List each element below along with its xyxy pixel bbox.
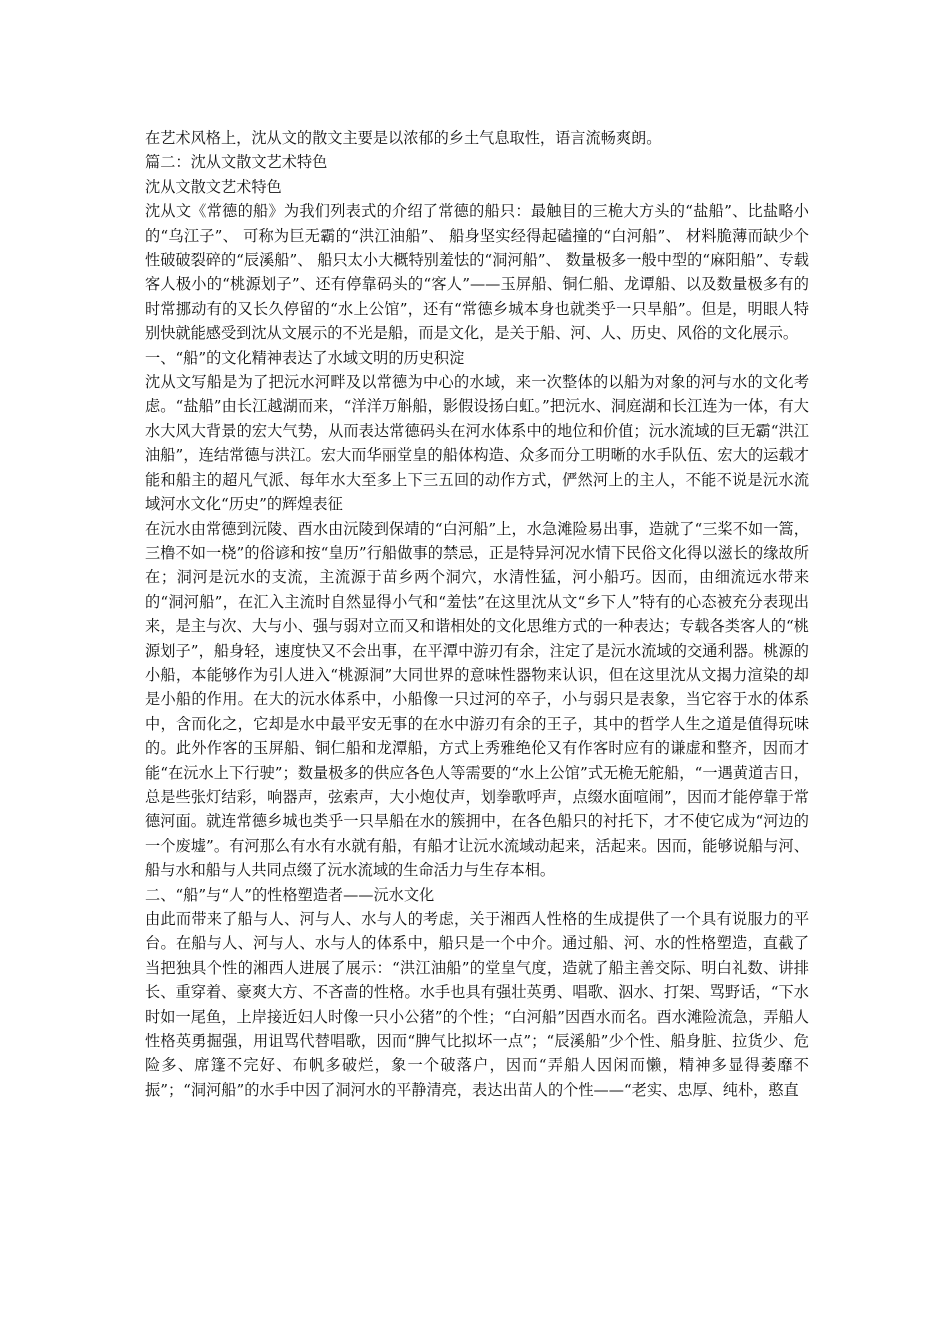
article-title: 沈从文散文艺术特色 bbox=[145, 177, 282, 196]
document-body bbox=[145, 126, 809, 1102]
section-title-part-two: 篇二：沈从文散文艺术特色 bbox=[145, 153, 328, 172]
paragraph-intro-boats: 沈从文《常德的船》为我们列表式的介绍了常德的船只：最触目的三桅大方头的“盐船”、比盐略小的“乌江子”、 可称为巨无霸的“洪江油船”、 船身坚实经得起磕撞的“白河船”、 材料脆薄而缺少个性破破裂碎的“辰溪船”、 船只太小大概特别羞怯的“洞河船”、 数量极多一般中型的“麻阳船”、专载客人极小的“桃源划子”、还有停靠码头的“客人”——玉屏船、铜仁船、龙谭船、以及数量极多有的时常挪动有的又长久停留的“水上公馆”，还有“常德乡城本身也就类乎一只旱船”。但是，明眼人特别快就能感受到沈从文展示的不光是船，而是文化，是关于船、河、人、历史、风俗的文化展示。 bbox=[145, 202, 809, 343]
paragraph-section-one-a: 沈从文写船是为了把沅水河畔及以常德为中心的水域，来一次整体的以船为对象的河与水的文化考虑。“盐船”由长江越湖而来，“洋洋万斛船，影假设扬白虹。”把沅水、洞庭湖和长江连为一体，有大水大风大背景的宏大气势，从而表达常德码头在河水体系中的地位和价值；沅水流域的巨无霸“洪江油船”，连结常德与洪江。宏大而华丽堂皇的船体构造、众多而分工明晰的水手队伍、宏大的运载才能和船主的超凡气派、每年水大至多上下三五回的动作方式，俨然河上的主人，不能不说是沅水流域河水文化“历史”的辉煌表征 bbox=[145, 373, 809, 514]
paragraph-section-one-b: 在沅水由常德到沅陵、酉水由沅陵到保靖的“白河船”上，水急滩险易出事，造就了“三桨不如一篙，三橹不如一桡”的俗谚和按“皇历”行船做事的禁忌，正是特异河况水情下民俗文化得以滋长的缘故所在；洞河是沅水的支流，主流源于苗乡两个洞穴，水清性猛，河小船巧。因而，由细流远水带来的“洞河船”，在汇入主流时自然显得小气和“羞怯”在这里沈从文“乡下人”特有的心态被充分表现出来，是主与次、大与小、强与弱对立而又和谐相处的文化思维方式的一种表达；专载各类客人的“桃源划子”，船身轻，速度快又不会出事，在平潭中游刃有余，注定了是沅水流域的交通利器。桃源的小船，本能够作为引人进入“桃源洞”大同世界的意味性器物来认识，但在这里沈从文揭力渲染的却是小船的作用。在大的沅水体系中，小船像一只过河的卒子，小与弱只是表象，当它容于水的体系中，含而化之，它却是水中最平安无事的在水中游刃有余的王子，其中的哲学人生之道是值得玩味的。此外作客的玉屏船、铜仁船和龙潭船，方式上秀雅绝伦又有作客时应有的谦虚和整齐，因而才能“在沅水上下行驶”；数量极多的供应各色人等需要的“水上公馆”式无桅无舵船，“一遇黄道吉日，总是些张灯结彩，响器声，弦索声，大小炮仗声，划拳歌呼声，点缀水面喧闹”，因而才能停靠于常德河面。就连常德乡城也类乎一只旱船在水的簇拥中，在各色船只的衬托下，才不使它成为“河边的一个废墟”。有河那么有水有水就有船，有船才让沅水流域动起来，活起来。因而，能够说船与河、船与水和船与人共同点缀了沅水流域的生命活力与生存本相。 bbox=[145, 519, 809, 880]
paragraph-art-style: 在艺术风格上，沈从文的散文主要是以浓郁的乡土气息取性，语言流畅爽朗。 bbox=[145, 129, 662, 147]
paragraph-section-two: 由此而带来了船与人、河与人、水与人的考虑，关于湘西人性格的生成提供了一个具有说服力的平台。在船与人、河与人、水与人的体系中，船只是一个中介。通过船、河、水的性格塑造，直截了当把独具个性的湘西人进展了展示：“洪江油船”的堂皇气度，造就了船主善交际、明白礼数、讲排长、重穿着、豪爽大方、不吝啬的性格。水手也具有强壮英勇、唱歌、泅水、打架、骂野话，“下水时如一尾鱼，上岸接近妇人时像一只小公猪”的个性；“白河船”因酉水而名。酉水滩险流急，弄船人性格英勇掘强，用诅骂代替唱歌，因而“脾气比拟坏一点”；“辰溪船”少个性、船身脏、拉货少、危险多、席篷不完好、布帆多破烂，象一个破落户，因而“弄船人因闲而懒，精神多显得萎靡不振”；“洞河船”的水手中因了洞河水的平静清亮，表达出苗人的个性——“老实、忠厚、纯朴，憨直 bbox=[145, 910, 809, 1099]
heading-section-two: 二、“船”与“人”的性格塑造者——沅水文化 bbox=[145, 885, 435, 904]
heading-section-one: 一、“船”的文化精神表达了水域文明的历史积淀 bbox=[145, 348, 465, 367]
